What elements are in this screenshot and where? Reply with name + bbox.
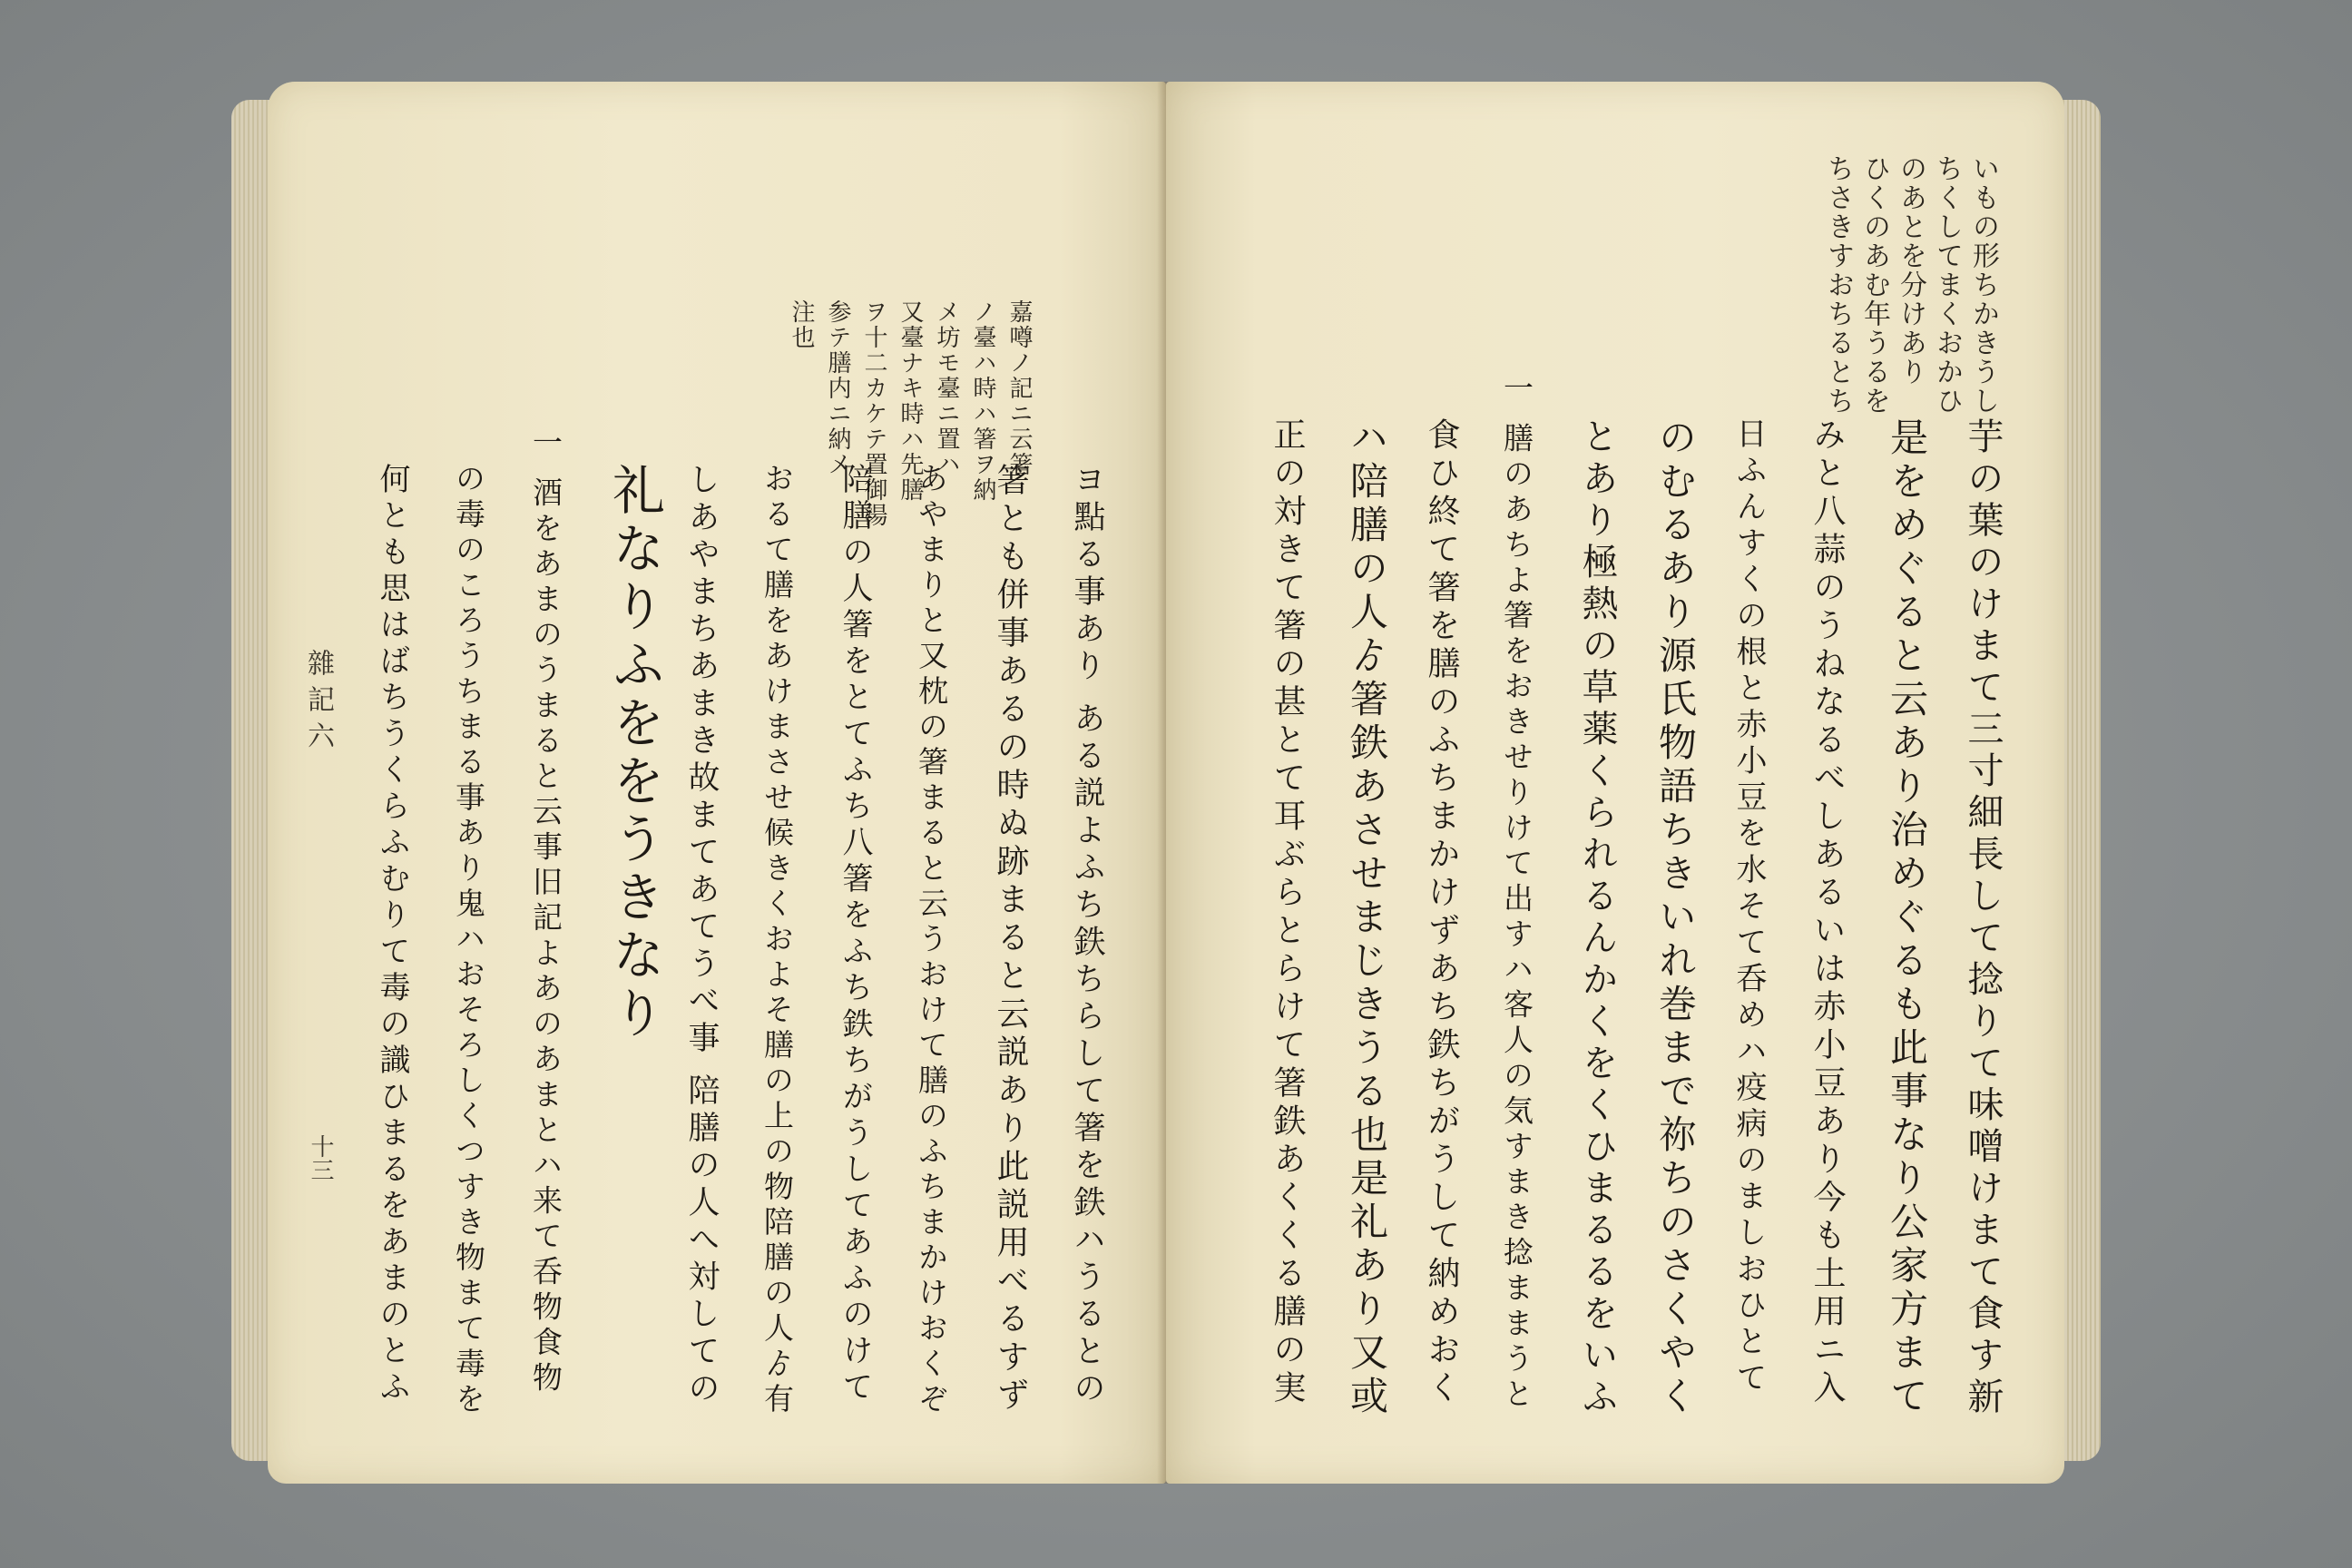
- open-book: [231, 82, 2101, 1484]
- right-page-edges: [2060, 100, 2101, 1461]
- left-text-column-9: の毒のころうちまる事あり鬼ハおそろしくつすき物まて毒を: [451, 463, 486, 1418]
- right-text-column-10: 正の対きて箸の甚とて耳ぶらとらけて箸鉄あくくる膳の実: [1269, 417, 1306, 1408]
- page-number: 十三: [307, 1134, 334, 1181]
- left-headnote-line-7: 注也: [788, 299, 815, 350]
- right-headnote-line-3: のあとを分けあり: [1895, 154, 1926, 387]
- left-text-column-3: あやまりと又枕の箸まると云うおけて膳のふちまかけおくぞ: [914, 463, 949, 1418]
- right-headnote-line-4: ひくのあむ年うるを: [1858, 154, 1890, 416]
- right-text-column-9: ハ陪膳の人ゟ箸鉄あさせまじきうる也是礼あり又或: [1345, 417, 1389, 1419]
- left-text-column-6: しあやまちあまき故まてあてうべ事 陪膳の人へ対しての: [683, 463, 720, 1409]
- left-text-column-4: 陪膳の人箸をとてふち八箸をふち鉄ちがうしてあふのけて: [837, 463, 873, 1406]
- right-text-column-2: 是をめぐると云あり治めぐるも此事なり公家方まて: [1885, 417, 1929, 1419]
- left-text-column-1: ヨ點る事あり ある説よふち鉄ちらして箸を鉄ハうるとの: [1069, 463, 1105, 1409]
- right-headnote-line-5: ちさきすおちるとち: [1822, 154, 1854, 416]
- left-page: [268, 82, 1166, 1484]
- right-headnote-line-2: ちくしてまくおかひ: [1931, 154, 1963, 416]
- right-text-column-8: 食ひ終て箸を膳のふちまかけずあち鉄ちがうして納めおく: [1423, 417, 1460, 1408]
- right-page: [1166, 82, 2064, 1484]
- left-headnote-line-6: 参テ膳内ニ納メ: [824, 299, 851, 477]
- right-text-column-1: 芋の葉のけまて三寸細長して捻りて味噌けまて食す新: [1962, 417, 2004, 1419]
- right-text-column-5: のむるあり源氏物語ちきいれ巻まで祢ちのさくやく: [1653, 417, 1698, 1419]
- folio-label: 雜記六: [302, 649, 334, 758]
- right-headnote-line-1: いもの形ちかきうし: [1967, 154, 1999, 416]
- left-headnote-line-2: ノ臺ハ時ハ箸ヲ納: [969, 299, 996, 503]
- right-text-column-7: 一 膳のあちよ箸をおきせりけて出すハ客人の気すまき捻ままうと: [1499, 372, 1534, 1414]
- left-text-column-2: 箸とも併事あるの時ぬ跡まると云説あり此説用べるすず: [992, 463, 1029, 1416]
- left-headnote-line-1: 嘉噂ノ記ニ云箸: [1005, 299, 1033, 477]
- left-headnote-line-3: メ坊モ臺ニ置ハ: [933, 299, 960, 477]
- left-text-column-7: 礼なりふををうきなり: [603, 463, 665, 1044]
- left-text-column-8: 一 酒をあまのうまると云事旧記よあのあまとハ来て呑物食物: [528, 426, 564, 1397]
- right-text-column-4: 日ふんすくの根と赤小豆を水そて呑めハ疫病のましおひとて: [1730, 417, 1767, 1397]
- right-text-column-3: みと八蒜のうねなるべしあるいは赤小豆あり今も土用ニ入: [1808, 417, 1846, 1408]
- left-headnote-line-5: ヲ十二カケテ置御湯: [860, 299, 887, 528]
- right-text-column-6: とあり極熱の草薬くられるんかくをくひまるるをいふ: [1576, 417, 1618, 1419]
- left-text-column-5: おるて膳をあけまさせ候きくおよそ膳の上の物陪膳の人ゟ有: [760, 463, 795, 1418]
- left-text-column-10: 何とも思はばちうくらふむりて毒の識ひまるをあまのとふ: [374, 463, 410, 1406]
- left-headnote-line-4: 又臺ナキ時ハ先膳: [897, 299, 924, 503]
